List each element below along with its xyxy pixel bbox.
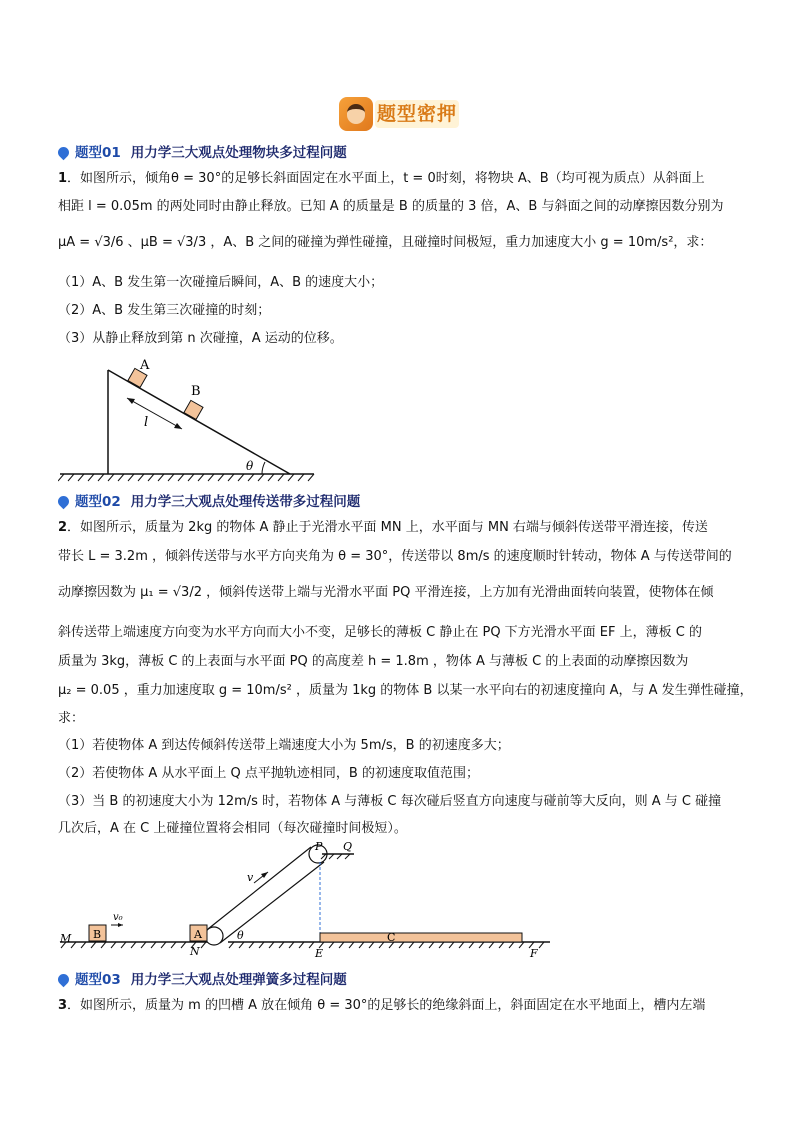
conveyor-diagram bbox=[56, 838, 556, 962]
incline-diagram bbox=[58, 358, 320, 482]
sub-question: （3）从静止释放到第 n 次碰撞，A 运动的位移。 bbox=[58, 331, 343, 346]
section-tag: 题型03 bbox=[75, 972, 121, 988]
sub-question: （2）若使物体 A 从水平面上 Q 点平抛轨迹相同，B 的初速度取值范围； bbox=[58, 766, 479, 781]
section-heading-2 bbox=[58, 492, 360, 512]
section-title: 用力学三大观点处理物块多过程问题 bbox=[130, 145, 347, 161]
question-number: 3 bbox=[58, 998, 68, 1013]
section-heading-3 bbox=[58, 970, 347, 990]
teacher-avatar-icon bbox=[339, 97, 373, 131]
question-1-line bbox=[58, 170, 705, 188]
section-tag: 题型01 bbox=[75, 145, 121, 161]
label-a: A bbox=[140, 358, 150, 373]
question-text: ．如图所示，质量为 2kg 的物体 A 静止于光滑水平面 MN 上，水平面与 MN 右端与倾斜传送带平滑连接，传送 bbox=[67, 520, 708, 535]
label-v: v bbox=[247, 871, 254, 884]
label-block-b: B bbox=[93, 928, 102, 941]
question-number: 2 bbox=[58, 520, 68, 535]
label-f: F bbox=[530, 947, 538, 960]
label-theta: θ bbox=[237, 929, 244, 942]
section-tag: 题型02 bbox=[75, 494, 121, 510]
title-banner bbox=[339, 97, 461, 131]
question-text: ．如图所示，质量为 m 的凹槽 A 放在倾角 θ = 30°的足够长的绝缘斜面上，斜面固定在水平地面上，槽内左端 bbox=[67, 998, 706, 1013]
section-title: 用力学三大观点处理传送带多过程问题 bbox=[130, 494, 361, 510]
location-pin-icon bbox=[56, 494, 72, 510]
sub-question: （3）当 B 的初速度大小为 12m/s 时，若物体 A 与薄板 C 每次碰后竖直方向速度与碰前等大反向，则 A 与 C 碰撞 bbox=[58, 794, 722, 809]
label-c: C bbox=[387, 931, 396, 944]
sub-question: （1）若使物体 A 到达传倾斜传送带上端速度大小为 5m/s，B 的初速度多大； bbox=[58, 738, 510, 753]
question-2-line bbox=[58, 519, 708, 537]
label-theta: θ bbox=[246, 459, 254, 473]
question-2-line: 斜传送带上端速度方向变为水平方向而大小不变，足够长的薄板 C 静止在 PQ 下方光滑水平面 EF 上，薄板 C 的 bbox=[58, 625, 702, 640]
sub-question: 几次后，A 在 C 上碰撞位置将会相同（每次碰撞时间极短）。 bbox=[58, 821, 407, 836]
board-c bbox=[320, 933, 522, 942]
label-q: Q bbox=[343, 840, 353, 853]
label-l: l bbox=[144, 415, 149, 430]
label-b: B bbox=[191, 384, 201, 399]
question-2-line: μ₂ = 0.05 ，重力加速度取 g = 10m/s² ，质量为 1kg 的物体 B 以某一水平向右的初速度撞向 A，与 A 发生弹性碰撞， bbox=[58, 683, 753, 698]
section-title: 用力学三大观点处理弹簧多过程问题 bbox=[130, 972, 347, 988]
section-heading-1 bbox=[58, 143, 347, 163]
label-n: N bbox=[190, 945, 200, 958]
question-2-line: 求： bbox=[58, 711, 85, 726]
label-v0: v₀ bbox=[113, 912, 123, 923]
question-1-line: μA = √3/6 、μB = √3/3 ，A、B 之间的碰撞为弹性碰撞，且碰撞时间极短，重力加速度大小 g = 10m/s²，求： bbox=[58, 235, 713, 250]
question-1-line: 相距 l = 0.05m 的两处同时由静止释放。已知 A 的质量是 B 的质量的 3 倍，A、B 与斜面之间的动摩擦因数分别为 bbox=[58, 199, 724, 214]
question-text: ．如图所示，倾角θ = 30°的足够长斜面固定在水平面上，t = 0时刻，将物块 A、B（均可视为质点）从斜面上 bbox=[67, 171, 705, 186]
sub-question: （2）A、B 发生第三次碰撞的时刻； bbox=[58, 303, 271, 318]
lower-roller bbox=[205, 927, 223, 945]
banner-label: 题型密押 bbox=[375, 100, 459, 128]
block-b bbox=[184, 400, 203, 419]
question-number: 1 bbox=[58, 171, 68, 186]
location-pin-icon bbox=[56, 145, 72, 161]
label-m: M bbox=[60, 932, 72, 945]
label-e: E bbox=[315, 947, 324, 960]
question-2-line: 质量为 3kg，薄板 C 的上表面与水平面 PQ 的高度差 h = 1.8m ，物体 A 与薄板 C 的上表面的动摩擦因数为 bbox=[58, 654, 689, 669]
question-2-line: 动摩擦因数为 μ₁ = √3/2 ，倾斜传送带上端与光滑水平面 PQ 平滑连接，上方加有光滑曲面转向装置，使物体在倾 bbox=[58, 585, 714, 600]
label-p: P bbox=[315, 840, 323, 853]
label-block-a: A bbox=[194, 928, 202, 941]
question-3-line bbox=[58, 997, 705, 1015]
question-2-line: 带长 L = 3.2m ，倾斜传送带与水平方向夹角为 θ = 30°，传送带以 8m/s 的速度顺时针转动，物体 A 与传送带间的 bbox=[58, 549, 732, 564]
sub-question: （1）A、B 发生第一次碰撞后瞬间，A、B 的速度大小； bbox=[58, 275, 384, 290]
location-pin-icon bbox=[56, 972, 72, 988]
